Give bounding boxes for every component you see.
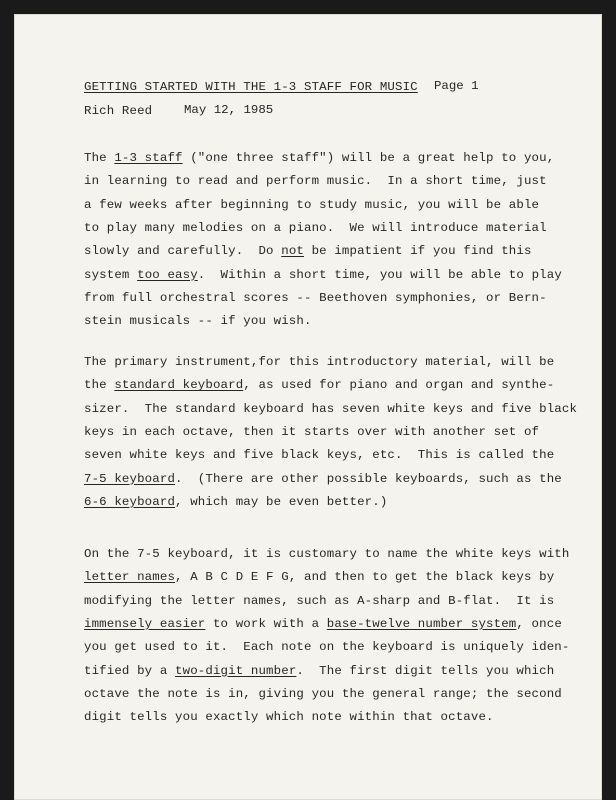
text-line <box>84 377 554 393</box>
text-line <box>84 267 562 283</box>
text-line <box>84 150 554 166</box>
text-line <box>84 401 577 417</box>
underlined-term: two-digit number <box>175 663 297 678</box>
text-line <box>84 471 562 487</box>
underlined-term: 6-6 keyboard <box>84 494 176 509</box>
text-line <box>84 220 547 236</box>
text-segment: octave the note is in, giving you the general range; the second <box>84 686 562 701</box>
underlined-term: letter names <box>84 570 176 585</box>
text-line <box>84 313 312 329</box>
text-line <box>84 569 554 585</box>
author-name: Rich Reed <box>84 104 153 118</box>
text-line <box>84 243 532 259</box>
text-segment: to play many melodies on a piano. We will introduce material <box>84 220 547 235</box>
document-title: GETTING STARTED WITH THE 1-3 STAFF FOR MUSIC <box>84 80 418 94</box>
document-date: May 12, 1985 <box>184 103 274 117</box>
text-segment: keys in each octave, then it starts over with another set of <box>84 424 540 439</box>
text-line <box>84 593 554 609</box>
underlined-term: 7-5 keyboard <box>84 471 176 486</box>
text-segment: The primary instrument,for this introductory material, will be <box>84 355 555 369</box>
page-number: Page 1 <box>434 79 479 93</box>
text-segment: modifying the letter names, such as A-sharp and B-flat. It is <box>84 593 555 608</box>
text-segment: tified by a <box>84 663 176 678</box>
text-segment: , as used for piano and organ and synthe- <box>243 378 555 393</box>
underlined-term: not <box>281 244 304 259</box>
text-segment: . Within a short time, you will be able to play <box>197 267 562 282</box>
text-segment: from full orchestral scores -- Beethoven symphonies, or Bern- <box>84 290 547 305</box>
underlined-term: base-twelve number system <box>326 616 517 631</box>
text-segment: digit tells you exactly which note within that octave. <box>84 710 494 725</box>
text-segment: a few weeks after beginning to study music, you will be able <box>84 197 540 212</box>
text-segment: slowly and carefully. Do <box>84 244 282 259</box>
text-segment: . The first digit tells you which <box>296 663 555 678</box>
text-segment: system <box>84 267 138 282</box>
text-segment: , which may be even better.) <box>175 494 388 509</box>
underlined-term: 1-3 staff <box>114 151 183 165</box>
text-segment: ("one three staff") will be a great help to you, <box>182 151 555 165</box>
text-segment: On the 7-5 keyboard, it is customary to name the white keys with <box>84 547 570 561</box>
text-segment: . (There are other possible keyboards, such as the <box>175 471 562 486</box>
text-line <box>84 173 547 189</box>
text-segment: be impatient if you find this <box>304 244 532 259</box>
text-line <box>84 197 539 213</box>
text-line <box>84 686 562 702</box>
text-segment: The <box>84 151 115 165</box>
text-segment: stein musicals -- if you wish. <box>84 314 312 329</box>
text-segment: seven white keys and five black keys, etc. This is called the <box>84 448 555 463</box>
underlined-term: too easy <box>137 267 198 282</box>
text-line <box>84 709 494 725</box>
text-line <box>84 494 387 510</box>
text-line <box>84 424 539 440</box>
text-line <box>84 354 554 370</box>
text-line <box>84 447 554 463</box>
text-segment: you get used to it. Each note on the keyboard is uniquely iden- <box>84 640 570 655</box>
text-segment: , A B C D E F G, and then to get the black keys by <box>175 570 555 585</box>
text-segment: the <box>84 378 115 393</box>
text-segment: sizer. The standard keyboard has seven white keys and five black <box>84 401 578 416</box>
text-line <box>84 290 547 306</box>
text-segment: in learning to read and perform music. In a short time, just <box>84 174 547 189</box>
text-line <box>84 663 554 679</box>
text-segment: to work with a <box>205 616 327 631</box>
text-line <box>84 639 569 655</box>
underlined-term: standard keyboard <box>114 378 244 393</box>
text-line <box>84 546 569 562</box>
underlined-term: immensely easier <box>84 616 206 631</box>
text-segment: , once <box>516 616 562 631</box>
text-line <box>84 616 562 632</box>
